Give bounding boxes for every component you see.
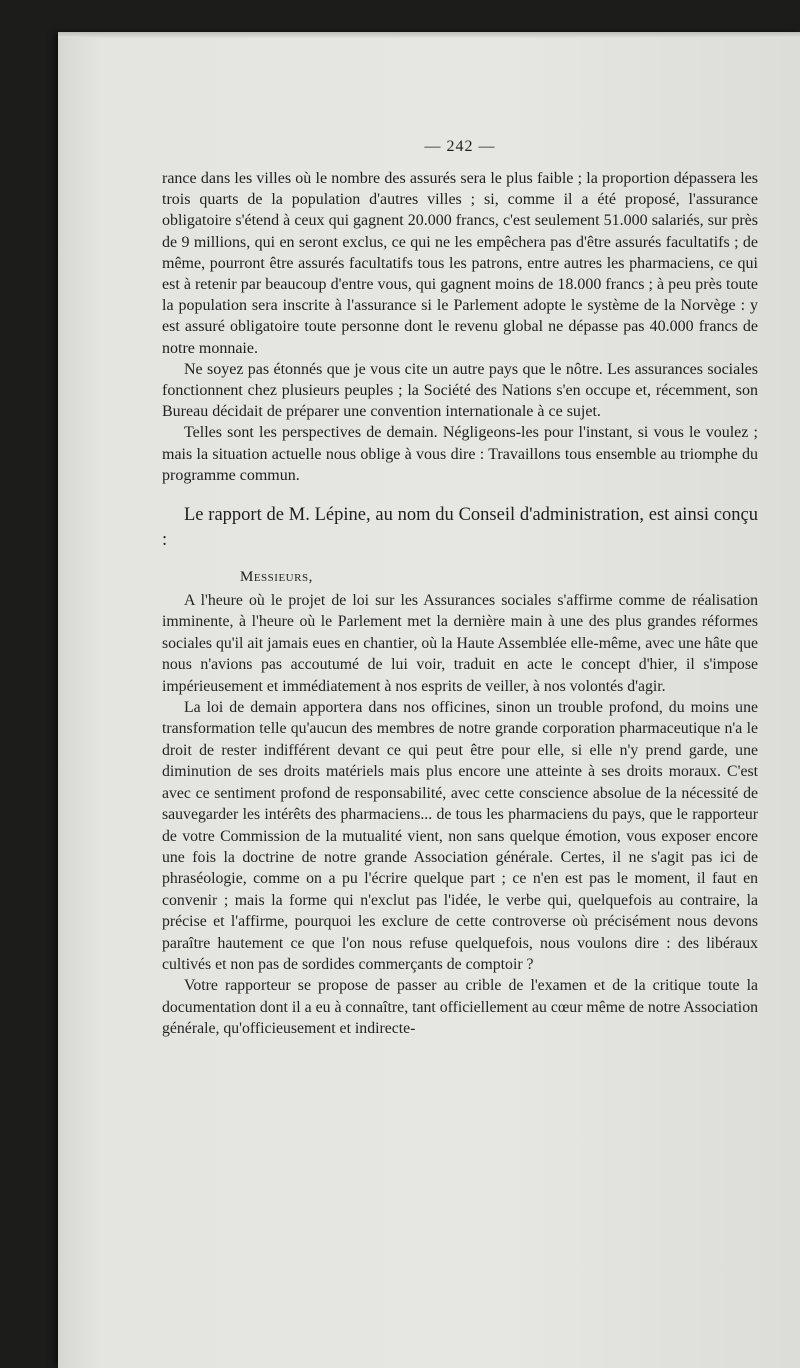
paragraph: Votre rapporteur se propose de passer au crible de l'examen et de la critique toute la documentation dont il a eu à connaître, tant officiellement au cœur même de notre Association générale, qu'officieusement et indirecte-: [162, 977, 758, 1038]
paragraph: rance dans les villes où le nombre des assurés sera le plus faible ; la proportion dépassera les trois quarts de la population d'autres villes ; si, comme il a été proposé, l'assurance obligatoire s'étend à ceux qui gagnent 20.000 francs, c'est seulement 51.000 salariés, sur près de 9 millions, qui en seront exclus, ce qui ne les empêchera pas d'être assurés facultatifs ; de même, pourront être assurés facultatifs tous les patrons, entre autres les pharmaciens, ce qui est à retenir par beaucoup d'entre vous, qui gagnent moins de 18.000 francs ; à peu près toute la population sera inscrite à l'assurance si le Parlement adopte le système de la Norvège : y est assuré obligatoire toute personne dont le revenu global ne dépasse pas 40.000 francs de notre monnaie.: [162, 170, 758, 357]
page-content: [162, 138, 758, 1040]
paragraph: Telles sont les perspectives de demain. Négligeons-les pour l'instant, si vous le voulez ; mais la situation actuelle nous oblige à vous dire : Travaillons tous ensemble au triomphe du programme commun.: [162, 424, 758, 484]
paragraph: A l'heure où le projet de loi sur les Assurances sociales s'affirme comme de réalisation imminente, à l'heure où le Parlement met la dernière main à une des plus grandes réformes sociales qu'il ait jamais eues en chantier, où la Haute Assemblée elle-même, avec une hâte que nous n'avions pas accoutumé de lui voir, traduit en acte le concept d'hier, il s'impose impérieusement et immédiatement à nos esprits de veiller, à nos volontés d'agir.: [162, 592, 758, 695]
report-intro: Le rapport de M. Lépine, au nom du Conseil d'administration, est ainsi conçu :: [162, 505, 758, 551]
page-number: — 242 —: [424, 138, 496, 155]
page-top-edge: [58, 32, 800, 38]
intro-section: [162, 168, 758, 486]
paragraph: La loi de demain apportera dans nos officines, sinon un trouble profond, du moins une transformation telle qu'aucun des membres de notre grande corporation pharmaceutique n'a le droit de rester indifférent devant ce qui peut être pour elle, si elle n'y prend garde, une diminution de ses droits matériels mais plus encore une atteinte à ses droits moraux. C'est avec ce sentiment profond de responsabilité, avec cette conscience absolue de la nécessité de sauvegarder les intérêts des pharmaciens... de tous les pharmaciens du pays, que le rapporteur de votre Commission de la mutualité vient, non sans quelque émotion, vous exposer encore une fois la doctrine de notre grande Association générale. Certes, il ne s'agit pas ici de phraséologie, comme on a pu l'écrire quelque part ; ce n'en est pas le moment, il faut en convenir ; mais la forme qui n'exclut pas l'idée, le verbe qui, quelquefois au contraire, la précise et l'affirme, pourquoi les exclure de cette controverse où précisément nous devons paraître hautement ce que l'on nous refuse quelquefois, nous voulons dire : des libéraux cultivés et non pas de sordides commerçants de comptoir ?: [162, 699, 758, 973]
paragraph: Ne soyez pas étonnés que je vous cite un autre pays que le nôtre. Les assurances sociales fonctionnent chez plusieurs peuples ; la Société des Nations s'en occupe et, récemment, son Bureau décidait de préparer une convention internationale à ce sujet.: [162, 360, 758, 421]
report-section: [162, 590, 758, 1040]
salutation: Messieurs,: [240, 569, 313, 586]
